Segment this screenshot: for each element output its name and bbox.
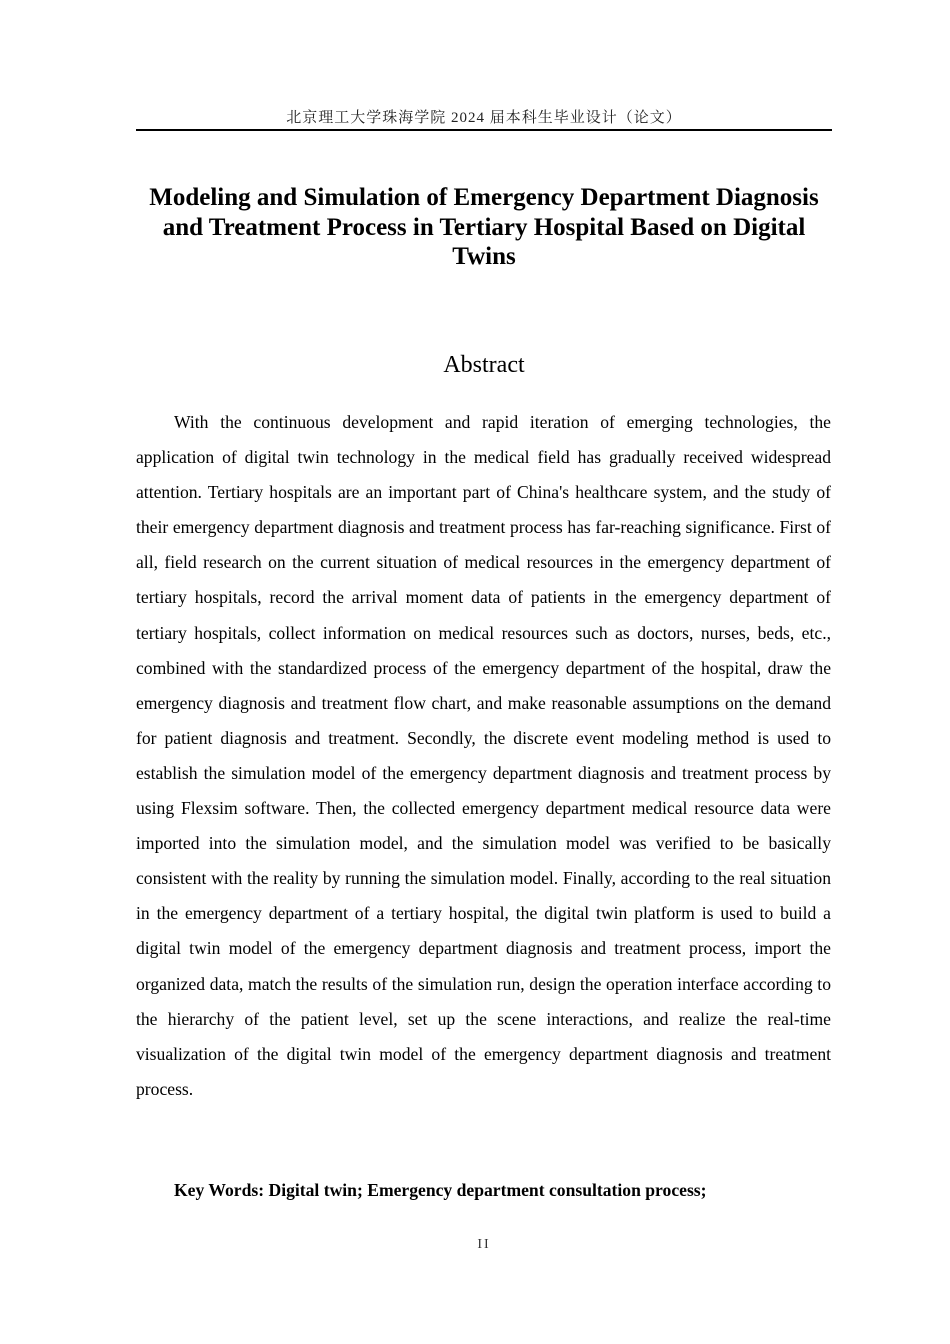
abstract-heading: Abstract (443, 352, 525, 378)
page-number: II (477, 1237, 491, 1252)
keywords: Key Words: Digital twin; Emergency department consultation process; (174, 1180, 707, 1200)
header-rule (136, 129, 832, 131)
running-header: 北京理工大学珠海学院 2024 届本科生毕业设计（论文） (286, 110, 682, 126)
paper-title: Modeling and Simulation of Emergency Department Diagnosis and Treatment Process in Tertiary Hospital Based on Digital Twins (149, 184, 819, 270)
abstract-body: With the continuous development and rapid iteration of emerging technologies, the application of digital twin technology in the medical field has gradually received widespread attention. Tertiary hospitals are an important part of China's healthcare system, and the study of their emergency department diagnosis and treatment process has far-reaching significance. First of all, field research on the current situation of medical resources in the emergency department of tertiary hospitals, record the arrival moment data of patients in the emergency department of tertiary hospitals, collect information on medical resources such as doctors, nurses, beds, etc., combined with the standardized process of the emergency department of the hospital, draw the emergency diagnosis and treatment flow chart, and make reasonable assumptions on the demand for patient diagnosis and treatment. Secondly, the discrete event modeling method is used to establish the simulation model of the emergency department diagnosis and treatment process by using Flexsim software. Then, the collected emergency department medical resource data were imported into the simulation model, and the simulation model was verified to be basically consistent with the reality by running the simulation model. Finally, according to the real situation in the emergency department of a tertiary hospital, the digital twin platform is used to build a digital twin model of the emergency department diagnosis and treatment process, import the organized data, match the results of the simulation run, design the operation interface according to the hierarchy of the patient level, set up the scene interactions, and realize the real-time visualization of the digital twin model of the emergency department diagnosis and treatment process. (136, 412, 831, 1099)
